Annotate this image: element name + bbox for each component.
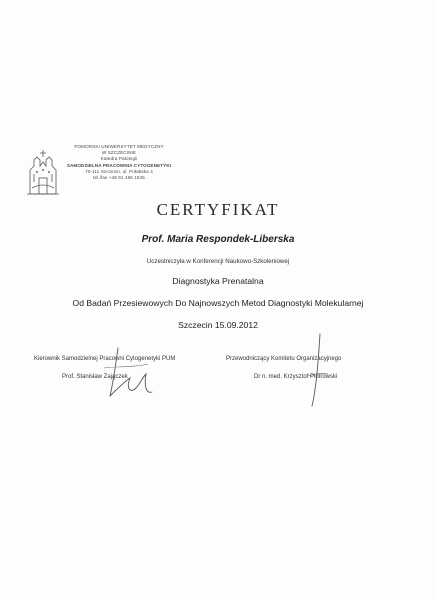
conference-name: Diagnostyka Prenatalna [172, 276, 264, 286]
stamp-line: SAMODZIELNA PRACOWNIA CYTOGENETYKI [66, 162, 172, 168]
signatory-role: Przewodniczący Komitetu Organizacyjnego [226, 356, 342, 362]
place-and-date: Szczecin 15.09.2012 [178, 320, 258, 330]
stamp-line: POMORSKI UNIWERSYTET MEDYCZNY [74, 144, 164, 149]
left-signatory [34, 356, 224, 380]
stamp-line: W SZCZECINIE [101, 150, 137, 156]
participation-statement: Uczestniczyła w Konferencji Naukowo-Szkoleniowej [146, 258, 290, 265]
stamp-text [64, 144, 174, 181]
stamp-line: 70-111 Szczecin, ul. Połabska 4 [85, 168, 153, 174]
conference-subtitle: Od Badań Przesiewowych Do Najnowszych Metod Diagnostyki Molekularnej [72, 298, 364, 308]
signatory-name: Dr n. med. Krzysztof Piotrowski [254, 374, 338, 380]
university-emblem-icon [24, 148, 62, 196]
recipient-name: Prof. Maria Respondek-Liberska [141, 234, 295, 245]
institution-stamp [24, 144, 172, 204]
stamp-line: tel./fax +48 91 466 1545 [93, 175, 145, 181]
right-signatory [226, 356, 406, 380]
stamp-line: Katedra Patologii [100, 156, 138, 162]
signatory-name: Prof. Stanisław Zajączek [62, 374, 128, 380]
certificate-title: CERTYFIKAT [156, 200, 280, 219]
signatory-role: Kierownik Samodzielnej Pracowni Cytogenetyki PUM [34, 356, 176, 362]
